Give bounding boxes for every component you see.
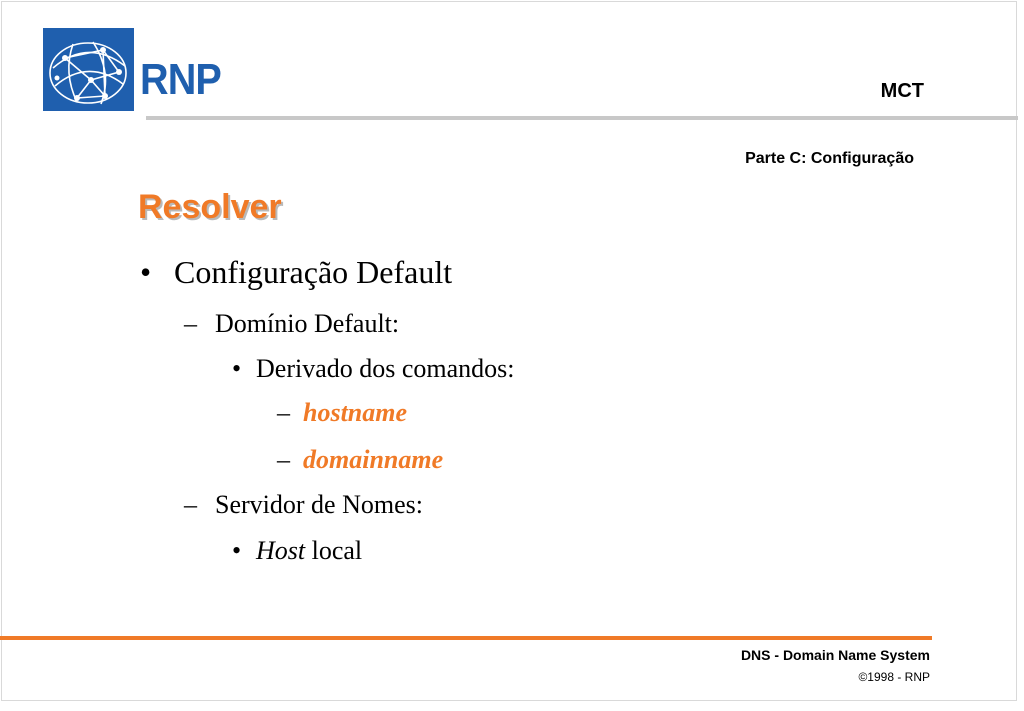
slide-frame bbox=[1, 1, 1017, 701]
bullet-marker: • bbox=[140, 254, 152, 290]
outline-item bbox=[232, 536, 362, 566]
bullet-marker: • bbox=[232, 354, 242, 383]
outline-text: Derivado dos comandos: bbox=[256, 354, 515, 383]
outline-item bbox=[184, 309, 399, 339]
outline-text: Domínio Default: bbox=[215, 309, 400, 338]
dash-marker: – bbox=[277, 445, 290, 474]
outline-text: Servidor de Nomes: bbox=[215, 490, 423, 519]
outline-text-italic: Host bbox=[256, 536, 306, 565]
header-label: MCT bbox=[880, 80, 924, 102]
dash-marker: – bbox=[184, 490, 197, 519]
outline-item bbox=[277, 445, 443, 475]
logo-wordmark: RNP bbox=[140, 55, 221, 104]
footer-divider bbox=[0, 636, 932, 640]
outline-item bbox=[184, 490, 423, 520]
dash-marker: – bbox=[184, 309, 197, 338]
footer-title: DNS - Domain Name System bbox=[740, 647, 930, 663]
command-name: hostname bbox=[303, 398, 408, 427]
outline-item bbox=[232, 354, 515, 384]
slide-title: Resolver bbox=[138, 188, 282, 226]
bullet-marker: • bbox=[232, 536, 242, 565]
outline-item bbox=[140, 254, 452, 291]
section-label: Parte C: Configuração bbox=[745, 150, 914, 167]
dash-marker: – bbox=[277, 398, 290, 427]
outline-text: Configuração Default bbox=[174, 254, 453, 290]
outline-item bbox=[277, 398, 407, 428]
globe-network-icon bbox=[43, 28, 134, 111]
outline-text: local bbox=[305, 536, 363, 565]
footer-copyright: ©1998 - RNP bbox=[858, 670, 930, 684]
header-divider bbox=[146, 116, 1018, 120]
command-name: domainname bbox=[303, 445, 444, 474]
